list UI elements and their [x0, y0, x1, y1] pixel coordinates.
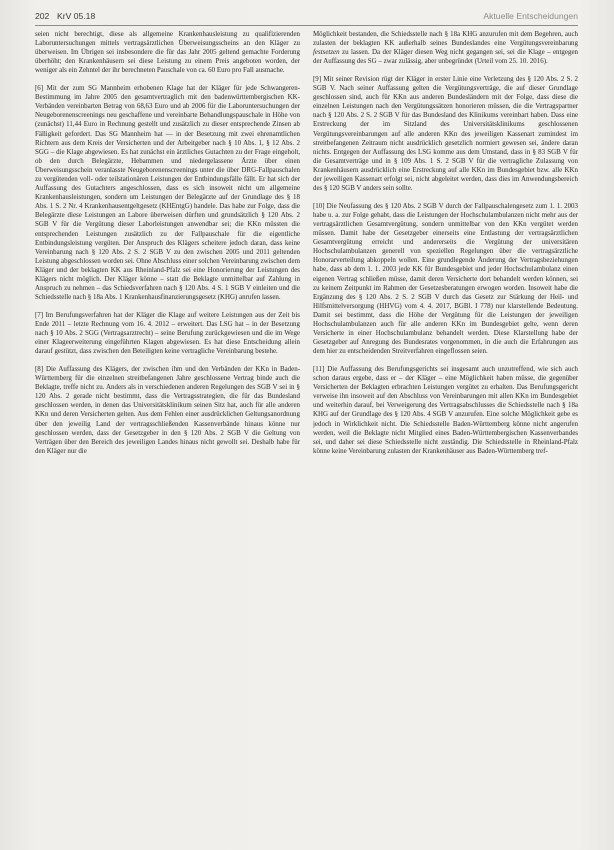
paragraph	[35, 84, 300, 302]
paragraph-text: Mit seiner Revision rügt der Kläger in erster Linie eine Verletzung des § 120 Abs. 2 S. 2 SGB V. Nach seiner Auffassung gelten die Vergütungsverträge, die auf dieser Grundlage geschlossen sind, auch für KKn aus anderen Bundesländern mit der Folge, dass diese die einzelnen Leistungen nach den Vergütungssätzen honorieren müssen, die die Vertragspartner nach § 120 Abs. 2 S. 2 SGB V für das Bundesland des Klinikums vereinbart haben. Dass eine Erstreckung der im Sitzland des Universitätsklinikums geschlossenen Vergütungsvereinbarungen auf alle anderen KKn des jeweiligen Kassenart zumindest im streitbefangenen Zeitraum nicht ausdrücklich gesetzlich normiert gewesen sei, ändere daran nichts. Entgegen der Auffassung des LSG komme aus dem Umstand, dass in § 83 SGB V für die Gesamtverträge und in § 109 Abs. 1 S. 2 SGB V für die vertragliche Zulassung von Krankenhäusern ausdrücklich eine Erstreckung auf alle KKn im Bundesgebiet bzw. alle KKn der jeweiligen Kassenart erfolgt sei, nicht abgeleitet werden, dass dies im Anwendungsbereich des § 120 SGB V anders sein sollte.	[313, 74, 578, 193]
paragraph-number: [9]	[313, 74, 322, 83]
header-rule	[35, 25, 578, 26]
paragraph-text: Mit der zum SG Mannheim erhobenen Klage hat der Kläger für jede Schwangeren-Bestimmung im Jahre 2005 den gesamtvertraglich mit den badenwürttembergischen KK-Verbänden vereinbarten Betrag von 68,63 Euro und ab 2006 für die Laboruntersuchungen der Neugeborenenscreenings neu geschaffene und vereinbarte Behandlungspauschale in Höhe von (zunächst) 11,44 Euro in Rechnung gestellt und zusätzlich zu dieser entsprechende Zinsen ab Fälligkeit gefordert. Das SG Mannheim hat — in der Besetzung mit zwei ehrenamtlichen Richtern aus dem Kreis der Versicherten und der Arbeitgeber nach § 10 Abs. 1, § 12 Abs. 2 SGG – die Klage abgewiesen. Es hat zunächst ein ärztliches Gutachten zu der Frage eingeholt, ob den durch Belegärzte, Hebammen und niedergelassene Ärzte über einen Überweisungsschein veranlasste Neugeborenenscreenings unter die über DRG-Fallpauschalen zu vergütenden voll- oder teilstationären Leistungen der Entbindungsfälle fällt. Er hat sich der Auffassung des Gutachters angeschlossen, dass es sich insoweit nicht um allgemeine Krankenhausleistungen, sondern um Leistungen der Belegärzte auf der Grundlage des § 18 Abs. 1 S. 2 Nr. 4 Krankenhausentgeltgesetz (KHEntgG) handele. Das habe zur Folge, dass die Belegärzte diese Leistungen an Labore überweisen dürften und grundsätzlich § 120 Abs. 2 SGB V für die Vergütung dieser Laborleistungen anwendbar sei; die KKn müssten die entsprechenden Leistungen zusätzlich zu der Fallpauschale für die eigentliche Entbindungsleistung vergüten. Der Anspruch des Klägers scheitere jedoch daran, dass keine Vereinbarung nach § 120 Abs. 2 S. 2 SGB V zu den zwischen 2005 und 2011 geltenden Leistung abgeschlossen worden sei. Ohne Abschluss einer solchen Vereinbarung zwischen dem Kläger und der beklagten KK aus Rheinland-Pfalz sei eine Honorierung der Leistungen des Klägers nicht möglich. Der Kläger könne – statt die Beklagte unmittelbar auf Zahlung in Anspruch zu nehmen – das Schiedsverfahren nach § 120 Abs. 4 S. 1 SGB V einleiten und die Schiedsstelle nach § 18a Abs. 1 Krankenhausfinanzierungsgesetz (KHG) anrufen lassen.	[35, 84, 300, 302]
paragraph-number: [6]	[35, 84, 44, 93]
paragraph-text: Möglichkeit bestanden, die Schiedsstelle nach § 18a KHG anzurufen mit dem Begehren, auch zulasten der beklagten KK außerhalb seines Bundeslandes eine Vergütungsvereinbarung	[313, 30, 578, 48]
paragraph-text: Im Berufungsverfahren hat der Kläger die Klage auf weitere Leistungen aus der Zeit bis Ende 2011 – letzte Rechnung vom 16. 4. 2012 – erweitert. Das LSG hat – in der Besetzung nach § 10 Abs. 2 SGG (Vertragsarztrecht) – seine Berufung zurückgewiesen und die im Wege einer Klageerweiterung eingeführten Klagen abgewiesen. Es hat diese Entscheidung allein darauf gestützt, dass zwischen den Beteiligten keine vertragliche Vereinbarung bestehe.	[35, 310, 300, 356]
paragraph-text: zu lassen. Da der Kläger diesen Weg nicht gegangen sei, sei die Klage – entgegen der Auffassung des SG – zwar zulässig, aber unbegründet (Urteil vom 25. 10. 2016).	[313, 48, 578, 66]
paragraph	[35, 365, 300, 456]
paragraph	[313, 30, 578, 66]
paragraph	[35, 311, 300, 356]
left-column	[35, 30, 300, 830]
right-column	[313, 30, 578, 830]
paragraph-number: [11]	[313, 364, 325, 373]
paragraph-number: [10]	[313, 201, 325, 210]
paragraph-number: [8]	[35, 364, 44, 373]
paragraph-text: Die Auffassung des Klägers, der zwischen ihm und den Verbänden der KKn in Baden-Württemberg für die einzelnen streitbefangenen Jahre geschlossene Vertrag binde auch die Beklagte, treffe nicht zu. Anders als in verschiedenen anderen Regelungen des SGB V sei in § 120 Abs. 2 gerade nicht bestimmt, dass die Vertragsstrategien, die für das Bundesland geschlossen werden, in denen das Universitätsklinikum seinen Sitz hat, auch für alle anderen KKn und deren Versicherten gelten. Aus dem Fehlen einer ausdrücklichen Geltungsanordnung über den jeweilig Land der vertragsschließenden Kassenverbände hinaus könne nur geschlossen werden, dass der Gesetzgeber in den § 120 Abs. 2 SGB V die Geltung von Verträgen über den Bereich des jeweiligen Landes hinaus nicht gewollt sei. Deshalb habe für den Kläger nur die	[35, 364, 300, 455]
paragraph-text: Die Neufassung des § 120 Abs. 2 SGB V durch der Fallpauschalengesetz zum 1. 1. 2003 habe u. a. zur Folge gehabt, dass die Leistungen der Hochschulambulanzen nicht mehr aus der vertragsärztlichen Gesamtvergütung, sondern unmittelbar von den KKn vergütet werden müssen. Damit habe der Gesetzgeber einerseits eine Entlastung der vertragsärztlichen Gesamtvergütung erreicht und andererseits die Vergütung der universitären Hochschulambulanzen generell von speziellen Regelungen über die vertragsärztliche Honorarverteilung abkoppeln wollen. Eine grundlegende Änderung der Vertragsbeziehungen habe, dass ab dem 1. 1. 2003 jede KK für Bundesgebiet und jeder Hochschulambulanz einen eigenen Vertrag schließen müsse, damit deren Versicherte dort behandelt werden können, sei zu keinem Zeitpunkt im Rahmen der Gesetzesberatungen erwogen worden. Insoweit habe die Ergänzung des § 120 Abs. 2 S. 2 SGB V durch das Gesetz zur Stärkung der Heil- und Hilfsmittelversorgung (HHVG) vom 4. 4. 2017, BGBl. I 778) nur klarstellende Bedeutung. Damit sei bestimmt, dass die Höhe der Vergütung für die Leistungen der jeweiligen Hochschulambulanzen auch für alle anderen KKn im Bundesgebiet gelte, wenn deren Versicherte in einer Hochschulambulanz behandelt werden. Diese Klarstellung habe der Gesetzgeber auf Anregung des Bundesrates vorgenommen, in die auch die Erfahrungen aus dem hier zu entscheidenden Streitverfahren eingeflossen seien.	[313, 201, 578, 356]
emphasis-text: festsetzen	[313, 48, 340, 57]
paragraph	[35, 30, 300, 75]
page-number: 202	[35, 11, 50, 21]
paragraph-text: seien nicht berechtigt, diese als allgemeine Krankenhausleistung zu qualifizierenden Laboruntersuchungen mittels vertragsärztlichen Überweisungsscheins an den Kläger zu überweisen. Im Übrigen sei insbesondere die für das Jahr 2005 geltend gemachte Forderung überhöht; den Krankenhäusern sei diese Leistung zu einem Preis angeboten worden, der weniger als ein Zehntel der ihr berechneten Pauschale von ca. 60 Euro pro Fall ausmache.	[35, 30, 300, 75]
page-header	[35, 11, 578, 25]
section-title: Aktuelle Entscheidungen	[483, 11, 578, 21]
journal-issue: KrV 05.18	[57, 11, 96, 21]
paragraph-number: [7]	[35, 310, 44, 319]
paragraph	[313, 75, 578, 193]
paragraph	[313, 365, 578, 456]
paragraph-text: Die Auffassung des Berufungsgerichts sei insgesamt auch unzutreffend, wie sich auch schon daraus ergebe, dass er – der Kläger – eine Möglichkeit haben müsse, die gegenüber Versicherten der Beklagten erbrachten Leistungen vergütet zu erhalten. Das Berufungsgericht verweise ihn insoweit auf den Abschluss von Vereinbarungen mit allen KKn im Bundesgebiet und weiterhin darauf, bei Verweigerung des Vertragsabschlusses die Schiedsstelle nach § 18a KHG auf der Grundlage des § 120 Abs. 4 SGB V anzurufen. Eine solche Möglichkeit gebe es jedoch in Wirklichkeit nicht. Die Schiedsstelle Baden-Württemberg könne nicht angerufen werden, weil die Beklagte nicht Mitglied eines Baden-Württembergischen Kassenverbandes sei, und daher sei diese Schiedsstelle nicht zuständig. Die Schiedsstelle in Rheinland-Pfalz könne keine Vereinbarung zulasten der Krankenhäuser aus Baden-Württemberg tref-	[313, 364, 578, 455]
paragraph	[313, 202, 578, 357]
